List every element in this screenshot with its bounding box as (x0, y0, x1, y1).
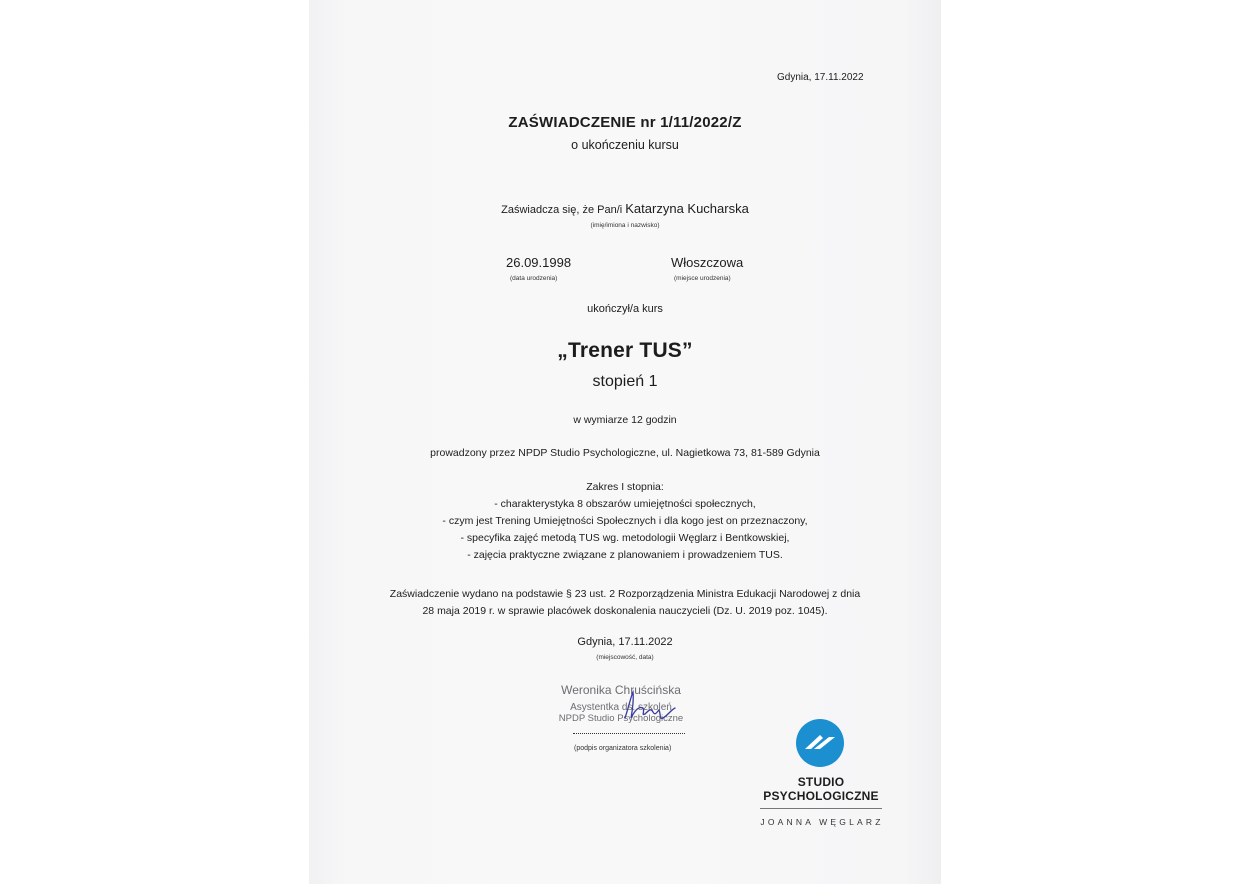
issue-place-date-hint: (miejscowość, data) (596, 654, 654, 661)
signature-line (573, 733, 685, 734)
scope-heading: Zakres I stopnia: (586, 481, 664, 493)
stamp-name: Weronika Chruścińska (561, 683, 681, 697)
person-name: Katarzyna Kucharska (625, 201, 749, 216)
handwritten-signature (619, 688, 679, 722)
issue-place-date: Gdynia, 17.11.2022 (577, 636, 673, 648)
person-line (309, 201, 941, 216)
scope-item: - zajęcia praktyczne związane z planowaniem i prowadzeniem TUS. (467, 549, 783, 561)
person-intro: Zaświadcza się, że Pan/i (501, 204, 623, 216)
course-name: „Trener TUS” (557, 339, 693, 362)
legal-line: 28 maja 2019 r. w sprawie placówek doskonalenia nauczycieli (Dz. U. 2019 poz. 1045). (422, 605, 828, 617)
scope-item: - czym jest Trening Umiejętności Społecznych i dla kogo jest on przeznaczony, (442, 515, 808, 527)
certificate-page (309, 0, 941, 884)
stamp-role: Asystentka ds. szkoleń (570, 702, 672, 713)
logo-divider (760, 808, 882, 809)
certificate-title: ZAŚWIADCZENIE nr 1/11/2022/Z (508, 114, 742, 131)
birth-date-hint: (data urodzenia) (510, 275, 558, 282)
birth-place: Włoszczowa (671, 255, 744, 270)
scope-section (309, 479, 941, 564)
person-name-hint: (imię/imiona i nazwisko) (590, 222, 660, 229)
certificate-subtitle: o ukończeniu kursu (571, 138, 679, 152)
signature-hint: (podpis organizatora szkolenia) (574, 745, 672, 752)
logo-line1: STUDIO (797, 775, 845, 789)
logo-wordmark (760, 775, 882, 803)
studio-logo-icon (796, 719, 844, 767)
scope-item: - charakterystyka 8 obszarów umiejętności społecznych, (494, 498, 756, 510)
scope-item: - specyfika zajęć metodą TUS wg. metodologii Węglarz i Bentkowskiej, (460, 532, 790, 544)
logo-line2: PSYCHOLOGICZNE (763, 789, 879, 803)
course-organizer: prowadzony przez NPDP Studio Psychologiczne, ul. Nagietkowa 73, 81-589 Gdynia (430, 447, 820, 459)
completed-label: ukończył/a kurs (587, 303, 663, 315)
stamp-org: NPDP Studio Psychologiczne (558, 713, 684, 724)
course-hours: w wymiarze 12 godzin (573, 414, 677, 426)
course-degree: stopień 1 (592, 373, 658, 390)
header-date: Gdynia, 17.11.2022 (777, 72, 864, 83)
logo-subline: JOANNA WĘGLARZ (760, 817, 884, 827)
legal-basis (309, 586, 941, 620)
birth-place-hint: (miejsce urodzenia) (674, 275, 731, 282)
legal-line: Zaświadczenie wydano na podstawie § 23 ust. 2 Rozporządzenia Ministra Edukacji Narodowej z dnia (389, 588, 861, 600)
birth-date: 26.09.1998 (506, 255, 572, 270)
